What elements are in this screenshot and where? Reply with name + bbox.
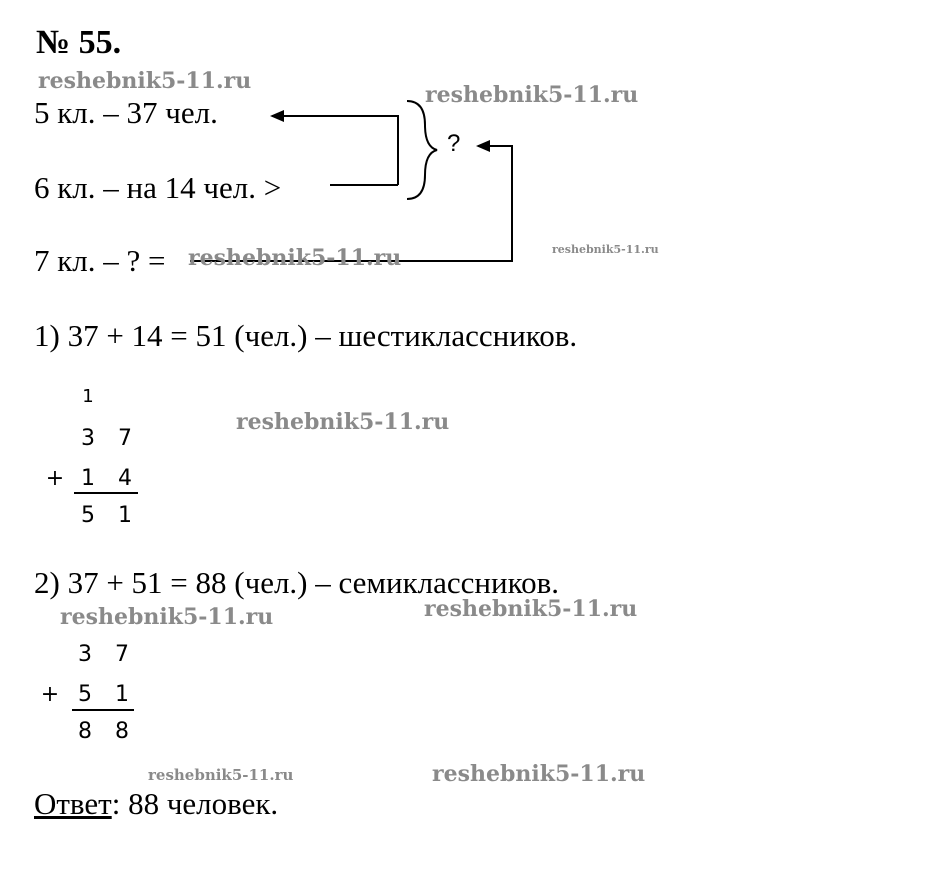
col1-bottom-digit: 1 [81,466,95,491]
col1-plus-sign: + [45,466,65,491]
curly-brace [407,101,437,199]
condition-line-grade6: 6 кл. – на 14 чел. > [34,170,282,205]
col1-top-digit: 7 [118,426,132,451]
question-mark: ? [447,130,461,157]
col1-sum-line [74,492,138,494]
watermark: reshebnik5-11.ru [148,766,294,784]
col1-bottom-digit: 4 [118,466,132,491]
arrow-grade5 [272,116,398,185]
watermark: reshebnik5-11.ru [38,68,252,94]
condition-line-grade5: 5 кл. – 37 чел. [34,95,218,130]
watermark: reshebnik5-11.ru [432,761,646,787]
col2-bottom-digit: 1 [115,682,129,707]
condition-line-grade7: 7 кл. – ? = [34,243,166,278]
step-2: 2) 37 + 51 = 88 (чел.) – семиклассников. [34,565,559,600]
arrow-grade7 [190,146,512,261]
col2-bottom-digit: 5 [78,682,92,707]
answer [34,788,278,819]
col1-top-digit: 3 [81,426,95,451]
col1-result-digit: 1 [118,503,132,528]
watermark: reshebnik5-11.ru [236,409,450,435]
watermark: reshebnik5-11.ru [425,82,639,108]
col2-top-digit: 3 [78,642,92,667]
col2-top-digit: 7 [115,642,129,667]
watermark: reshebnik5-11.ru [60,604,274,630]
watermark: reshebnik5-11.ru [552,243,659,256]
carry-digit: 1 [82,386,94,407]
watermark: reshebnik5-11.ru [424,596,638,622]
step-1: 1) 37 + 14 = 51 (чел.) – шестиклассников. [34,318,578,353]
answer-text: : 88 человек. [111,786,279,821]
watermark: reshebnik5-11.ru [188,245,402,271]
col2-sum-line [72,709,134,711]
col2-plus-sign: + [40,682,60,707]
col1-result-digit: 5 [81,503,95,528]
col2-result-digit: 8 [115,719,129,744]
col2-result-digit: 8 [78,719,92,744]
answer-label: Ответ [34,786,112,821]
problem-title: № 55. [36,24,122,61]
